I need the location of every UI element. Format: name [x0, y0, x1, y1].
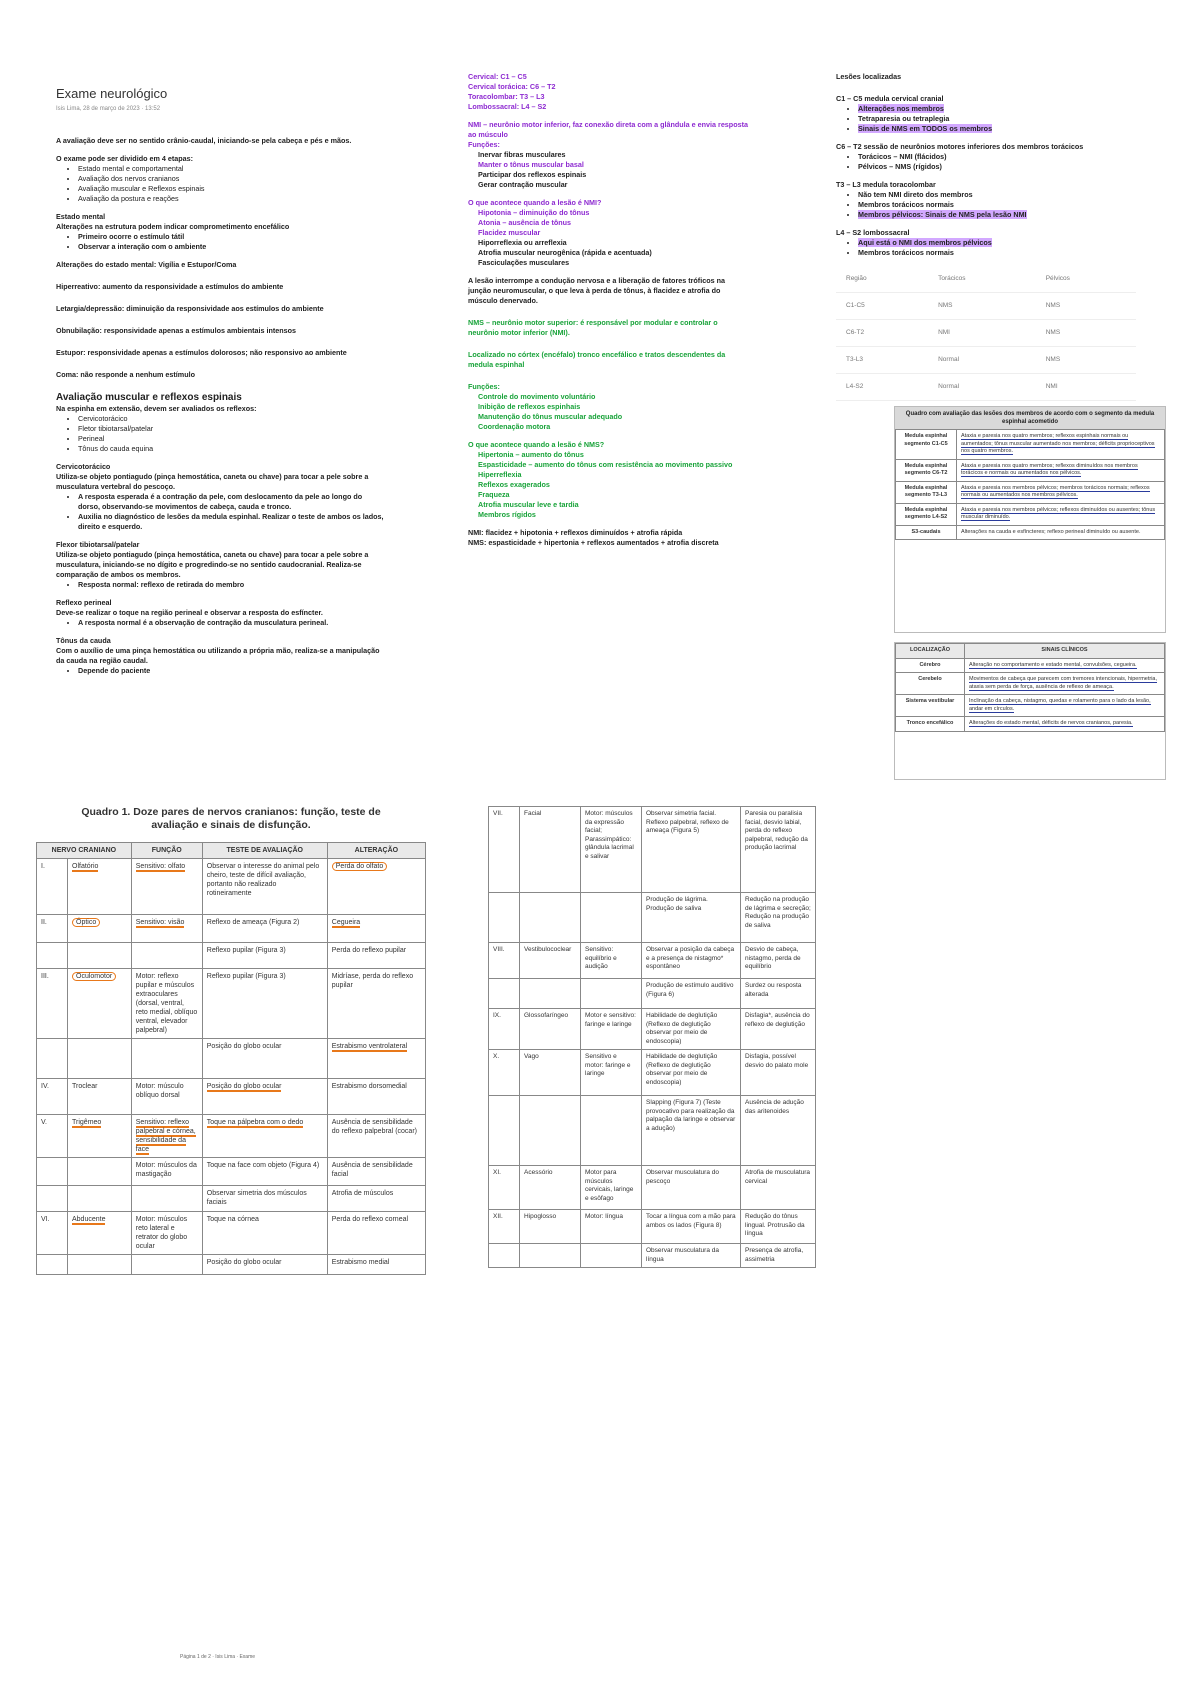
localization-image [894, 642, 1166, 780]
table-cell [581, 1244, 642, 1268]
list-item: • Estado mental e comportamental [78, 164, 386, 174]
table-cell: Cerebelo [896, 673, 965, 695]
table-cell: Motor: músculos da mastigação [131, 1158, 202, 1186]
table-row [489, 807, 816, 893]
list-item: • A resposta normal é a observação de contração da musculatura perineal. [78, 618, 386, 628]
table-row [37, 1212, 426, 1255]
list-item: • Tônus do cauda equina [78, 444, 386, 454]
summary-nms: NMS: espasticidade + hipertonia + reflexos aumentados + atrofia discreta [468, 538, 719, 547]
table-cell: Ausência de adução das aritenoides [741, 1096, 816, 1166]
reflex-list [56, 414, 386, 454]
table-cell: Habilidade de deglutição (Reflexo de deglutição observar por meio de endoscopia) [642, 1009, 741, 1050]
table-row [37, 969, 426, 1039]
table-cell [131, 1039, 202, 1079]
paragraph: Com o auxílio de uma pinça hemostática ou utilizando a própria mão, realiza-se a manipulação da cauda na região caudal. [56, 646, 380, 665]
list-item: Manter o tônus muscular basal [478, 160, 584, 169]
summary-nmi: NMI: flacidez + hipotonia + reflexos diminuídos + atrofia rápida [468, 528, 683, 537]
table-row [896, 673, 1165, 695]
list-item: • Pélvicos – NMS (rígidos) [858, 162, 1166, 172]
table-cell: XI. [489, 1166, 520, 1210]
table-cell: Sensitivo: equilíbrio e audição [581, 943, 642, 979]
table-cell [131, 943, 202, 969]
subheading: Cervicotorácico [56, 462, 111, 471]
table-cell: Slapping (Figura 7) (Teste provocativo para realização da palpação da laringe e observar a adução) [642, 1096, 741, 1166]
nmi-functions-heading: Funções: [468, 140, 500, 149]
cervical-list [56, 492, 386, 532]
segment-heading: T3 – L3 medula toracolombar [836, 180, 936, 189]
cranial-nerves-table [36, 842, 426, 1275]
list-item: Hiporreflexia ou arreflexia [478, 238, 567, 247]
table-cell: Sistema vestibular [896, 695, 965, 717]
list-item: Membros rígidos [478, 510, 536, 519]
table-cell: Observar musculatura do pescoço [642, 1166, 741, 1210]
table-cell: Tocar a língua com a mão para ambos os lados (Figura 8) [642, 1210, 741, 1244]
table-row [489, 1096, 816, 1166]
table-row [896, 658, 1165, 673]
table-row [836, 320, 1136, 347]
subheading: Tônus da cauda [56, 636, 111, 645]
list-item: • Membros torácicos normais [858, 200, 1166, 210]
table-cell: Glossofaríngeo [520, 1009, 581, 1050]
mental-line: Coma: não responde a nenhum estímulo [56, 370, 195, 379]
table-header-row [37, 843, 426, 859]
table-cell: NMS [1036, 347, 1136, 374]
table-cell: Paresia ou paralisia facial, desvio labial, perda do reflexo palpebral, redução da produção lacrimal [741, 807, 816, 893]
list-item: Atrofia muscular neurogênica (rápida e acentuada) [478, 248, 652, 257]
table-cell: I. [37, 859, 68, 915]
table-row [37, 1255, 426, 1275]
table-header: Torácicos [928, 266, 1036, 293]
mental-state-text: Alterações na estrutura podem indicar comprometimento encefálico [56, 222, 290, 231]
table-cell: Ataxia e paresia nos quatro membros; reflexos espinhais normais ou aumentados; tônus muscular aumentado nos membros; déficits proprioceptivos nos quatro membros. [957, 430, 1165, 460]
table-cell [489, 1096, 520, 1166]
table-cell: Posição do globo ocular [202, 1255, 327, 1275]
list-item: • Primeiro ocorre o estímulo tátil [78, 232, 386, 242]
table-cell: S3-caudais [896, 525, 957, 540]
list-item: • Tetraparesia ou tetraplegia [858, 114, 1166, 124]
table-cell: IX. [489, 1009, 520, 1050]
table-cell: Movimentos de cabeça que parecem com tremores intencionais, hipermetria, ataxia sem perda de força, ausência de reflexo de ameaça. [965, 673, 1165, 695]
table-cell: Motor: músculo oblíquo dorsal [131, 1079, 202, 1115]
table-row [896, 459, 1165, 481]
notes-column-3 [836, 72, 1166, 401]
table-cell: Vago [520, 1050, 581, 1096]
list-item: • Resposta normal: reflexo de retirada do membro [78, 580, 386, 590]
table-cell: Olfatório [68, 859, 132, 915]
table-cell: Alteração no comportamento e estado mental, convulsões, cegueira. [965, 658, 1165, 673]
table-header: Região [836, 266, 928, 293]
table-cell: Tronco encefálico [896, 717, 965, 732]
quadro-title: Quadro 1. Doze pares de nervos cranianos: função, teste de avaliação e sinais de disfunção. [81, 806, 381, 831]
table-row [489, 893, 816, 943]
nms-location: Localizado no córtex (encéfalo) tronco encefálico e tratos descendentes da medula espinhal [468, 350, 726, 369]
table-cell: Sensitivo: reflexo palpebral e córnea, sensibilidade da face [131, 1115, 202, 1158]
list-item: • Alterações nos membros [858, 104, 1166, 114]
table-cell: Redução do tônus lingual. Protrusão da língua [741, 1210, 816, 1244]
nmi-note: A lesão interrompe a condução nervosa e a liberação de fatores tróficos na junção neuromuscular, o que leva à perda de tônus, à flacidez e atrofia do músculo denervado. [468, 276, 725, 305]
table-cell: Observar o interesse do animal pelo cheiro, teste de difícil avaliação, portanto não realizado rotineiramente [202, 859, 327, 915]
list-item: • Aqui está o NMI dos membros pélvicos [858, 238, 1166, 248]
table-cell: Observar musculatura da língua [642, 1244, 741, 1268]
table-cell [520, 1244, 581, 1268]
table-cell [37, 1255, 68, 1275]
table-cell [37, 1186, 68, 1212]
table-cell: Reflexo de ameaça (Figura 2) [202, 915, 327, 943]
page-title: Exame neurológico [56, 86, 168, 101]
table-cell [68, 1255, 132, 1275]
table-cell: Observar simetria dos músculos faciais [202, 1186, 327, 1212]
list-item: • Depende do paciente [78, 666, 386, 676]
mental-line: Letargia/depressão: diminuição da responsividade aos estímulos do ambiente [56, 304, 324, 313]
table-cell: Presença de atrofia, assimetria [741, 1244, 816, 1268]
mental-line: Alterações do estado mental: Vigília e Estupor/Coma [56, 260, 237, 269]
table-cell: Midríase, perda do reflexo pupilar [327, 969, 425, 1039]
table-cell: Acessório [520, 1166, 581, 1210]
cranial-nerves-continuation-table [488, 806, 816, 1268]
table-cell [68, 1186, 132, 1212]
table-cell: T3-L3 [836, 347, 928, 374]
table-cell: Habilidade de deglutição (Reflexo de deglutição observar por meio de endoscopia) [642, 1050, 741, 1096]
segment-line: Cervical: C1 – C5 [468, 72, 527, 81]
list-item: • Perineal [78, 434, 386, 444]
perineal-list [56, 618, 386, 628]
cranial-nerves-continuation-image [488, 806, 816, 1346]
table-cell: Posição do globo ocular [202, 1079, 327, 1115]
table-cell: Alterações na cauda e esfíncteres; reflexo perineal diminuído ou ausente. [957, 525, 1165, 540]
page-meta: Isis Lima, 28 de março de 2023 · 13:52 [56, 106, 161, 112]
table-cell: Sensitivo: olfato [131, 859, 202, 915]
table-header: TESTE DE AVALIAÇÃO [202, 843, 327, 859]
table-cell [37, 943, 68, 969]
table-cell: Hipoglosso [520, 1210, 581, 1244]
table-cell: Estrabismo medial [327, 1255, 425, 1275]
table-cell: II. [37, 915, 68, 943]
section-intro: Na espinha em extensão, devem ser avaliados os reflexos: [56, 404, 257, 413]
table-row [896, 481, 1165, 503]
table-header-row [896, 644, 1165, 659]
list-item: • Membros pélvicos: Sinais de NMS pela lesão NMI [858, 210, 1166, 220]
lesion-level-table [836, 266, 1136, 401]
table-cell: Observar simetria facial. Reflexo palpebral, reflexo de ameaça (Figura 5) [642, 807, 741, 893]
table-row [37, 1186, 426, 1212]
list-item: Hipotonia – diminuição do tônus [478, 208, 590, 217]
table-header: Pélvicos [1036, 266, 1136, 293]
nms-definition: NMS – neurônio motor superior: é responsável por modular e controlar o neurônio motor inferior (NMI). [468, 318, 718, 337]
table-cell: Ataxia e paresia nos membros pélvicos; membros torácicos normais; reflexos normais ou aumentados nos membros pélvicos. [957, 481, 1165, 503]
table-cell: Desvio de cabeça, nistagmo, perda de equilíbrio [741, 943, 816, 979]
table-cell: Abducente [68, 1212, 132, 1255]
table-cell: Perda do reflexo pupilar [327, 943, 425, 969]
subheading: Flexor tibiotarsal/patelar [56, 540, 140, 549]
segment-line: Cervical torácica: C6 – T2 [468, 82, 556, 91]
table-cell: Atrofia de musculatura cervical [741, 1166, 816, 1210]
table-cell: Disfagia*, ausência do reflexo de deglutição [741, 1009, 816, 1050]
table-row [896, 430, 1165, 460]
list-item: • Observar a interação com o ambiente [78, 242, 386, 252]
table-row [489, 1009, 816, 1050]
table-cell: Trigêmeo [68, 1115, 132, 1158]
nms-functions-list [468, 392, 748, 432]
table-header: ALTERAÇÃO [327, 843, 425, 859]
table-row [37, 859, 426, 915]
table-row [489, 1210, 816, 1244]
notes-column-1 [56, 86, 386, 684]
table-row [489, 979, 816, 1009]
table-cell: Medula espinhal segmento C6-T2 [896, 459, 957, 481]
nms-question: O que acontece quando a lesão é NMS? [468, 440, 605, 449]
table-row [836, 293, 1136, 320]
table-row [896, 503, 1165, 525]
list-item: Hipertonia – aumento do tônus [478, 450, 584, 459]
table-cell: L4-S2 [836, 374, 928, 401]
table-cell: Produção de lágrima. Produção de saliva [642, 893, 741, 943]
mental-state-heading: Estado mental [56, 212, 106, 221]
nms-functions-heading: Funções: [468, 382, 500, 391]
list-item: Fraqueza [478, 490, 510, 499]
segment-list [836, 104, 1166, 134]
table-cell: Cérebro [896, 658, 965, 673]
table-cell [520, 979, 581, 1009]
table-cell: Toque na pálpebra com o dedo [202, 1115, 327, 1158]
segment-list [836, 238, 1166, 258]
table-cell: Sensitivo e motor: faringe e laringe [581, 1050, 642, 1096]
intro-text: A avaliação deve ser no sentido crânio-caudal, iniciando-se pela cabeça e pés e mãos. [56, 136, 352, 145]
table-cell: Surdez ou resposta alterada [741, 979, 816, 1009]
list-item: Espasticidade – aumento do tônus com resistência ao movimento passivo [478, 460, 733, 469]
list-item: Fasciculações musculares [478, 258, 570, 267]
mental-line: Hiperreativo: aumento da responsividade a estímulos do ambiente [56, 282, 284, 291]
table-cell: C1-C5 [836, 293, 928, 320]
table-cell: Posição do globo ocular [202, 1039, 327, 1079]
segment-list [836, 190, 1166, 220]
table-cell: Disfagia, possível desvio do palato mole [741, 1050, 816, 1096]
table-cell [520, 1096, 581, 1166]
table-row [37, 943, 426, 969]
table-row [836, 347, 1136, 374]
table-cell: NMI [928, 320, 1036, 347]
tonus-list [56, 666, 386, 676]
table-cell: Observar a posição da cabeça e a presença de nistagmo* espontâneo [642, 943, 741, 979]
table-cell: V. [37, 1115, 68, 1158]
table-header-row [836, 266, 1136, 293]
table-cell: Redução na produção de lágrima e secreção; Redução na produção de saliva [741, 893, 816, 943]
list-item: • Avaliação da postura e reações [78, 194, 386, 204]
nmi-question: O que acontece quando a lesão é NMI? [468, 198, 602, 207]
table-cell: Motor: músculos da expressão facial; Parassimpático: glândula lacrimal e salivar [581, 807, 642, 893]
exam-steps-heading: O exame pode ser dividido em 4 etapas: [56, 154, 194, 163]
table-cell: Toque na face com objeto (Figura 4) [202, 1158, 327, 1186]
table-cell: IV. [37, 1079, 68, 1115]
list-item: Inervar fibras musculares [478, 150, 566, 159]
list-item: Coordenação motora [478, 422, 551, 431]
table-cell: NMI [1036, 374, 1136, 401]
paragraph: Utiliza-se objeto pontiagudo (pinça hemostática, caneta ou chave) para tocar a pele sobre a musculatura, iniciando-se no dígito e progredindo-se no sentido caudocranial. Realiza-se comparação de ambos os membros. [56, 550, 369, 579]
table-cell: Facial [520, 807, 581, 893]
table-cell: NMS [1036, 293, 1136, 320]
segment-heading: C1 – C5 medula cervical cranial [836, 94, 944, 103]
table-cell: III. [37, 969, 68, 1039]
table-cell: Normal [928, 347, 1036, 374]
table-cell: Reflexo pupilar (Figura 3) [202, 969, 327, 1039]
mental-line: Obnubilação: responsividade apenas a estímulos ambientais intensos [56, 326, 297, 335]
table-cell [131, 1186, 202, 1212]
table-cell [68, 1039, 132, 1079]
segment-heading: C6 – T2 sessão de neurônios motores inferiores dos membros torácicos [836, 142, 1084, 151]
table-cell: Ausência de sensibilidade facial [327, 1158, 425, 1186]
list-item: • A resposta esperada é a contração da pele, com deslocamento da pele ao longo do dorso, observando-se movimentos de cabeça, cauda e tronco. [78, 492, 386, 512]
list-item: Manutenção do tônus muscular adequado [478, 412, 623, 421]
table-header: NERVO CRANIANO [37, 843, 132, 859]
notes-column-2 [468, 72, 748, 548]
table-cell: Perda do olfato [327, 859, 425, 915]
table-row [37, 1079, 426, 1115]
table-row [37, 1115, 426, 1158]
table-row [836, 374, 1136, 401]
subheading: Reflexo perineal [56, 598, 112, 607]
table-cell [37, 1158, 68, 1186]
list-item: • Cervicotorácico [78, 414, 386, 424]
table-cell: C6-T2 [836, 320, 928, 347]
table-cell: VII. [489, 807, 520, 893]
list-item: Atrofia muscular leve e tardia [478, 500, 579, 509]
table-header: FUNÇÃO [131, 843, 202, 859]
list-item: • Não tem NMI direto dos membros [858, 190, 1166, 200]
table-header: SINAIS CLÍNICOS [965, 644, 1165, 659]
mental-line: Estupor: responsividade apenas a estímulos dolorosos; não responsivo ao ambiente [56, 348, 347, 357]
paragraph: Utiliza-se objeto pontiagudo (pinça hemostática, caneta ou chave) para tocar a pele sobre a musculatura vertebral do pescoço. [56, 472, 369, 491]
segment-signs-table [895, 429, 1165, 540]
table-cell: Estrabismo dorsomedial [327, 1079, 425, 1115]
table-cell: VI. [37, 1212, 68, 1255]
list-item: Flacidez muscular [478, 228, 541, 237]
table-cell [520, 893, 581, 943]
exam-steps-list [56, 164, 386, 204]
table-cell: Motor e sensitivo: faringe e laringe [581, 1009, 642, 1050]
segment-heading: L4 – S2 lombossacral [836, 228, 910, 237]
list-item: • Membros torácicos normais [858, 248, 1166, 258]
flexor-list [56, 580, 386, 590]
table-row [489, 1050, 816, 1096]
lesions-heading: Lesões localizadas [836, 72, 902, 81]
table-row [489, 1244, 816, 1268]
table-cell [581, 893, 642, 943]
table-cell: Ausência de sensibilidade do reflexo palpebral (cocar) [327, 1115, 425, 1158]
list-item: Controle do movimento voluntário [478, 392, 596, 401]
localization-table [895, 643, 1165, 732]
table-cell: Óptico [68, 915, 132, 943]
table-cell: Ataxia e paresia nos quatro membros; reflexos diminuídos nos membros torácicos e normais ou aumentados nos pélvicos. [957, 459, 1165, 481]
table-cell: Medula espinhal segmento C1-C5 [896, 430, 957, 460]
segment-signs-image [894, 406, 1166, 633]
list-item: • Torácicos – NMI (flácidos) [858, 152, 1166, 162]
mental-state-list [56, 232, 386, 252]
table-cell: Motor: língua [581, 1210, 642, 1244]
table-cell: Ataxia e paresia nos membros pélvicos; reflexos diminuídos ou ausentes; tônus muscular diminuído. [957, 503, 1165, 525]
table-cell: Vestibulococlear [520, 943, 581, 979]
paragraph: Deve-se realizar o toque na região perineal e observar a resposta do esfíncter. [56, 608, 323, 617]
table-cell: NMS [928, 293, 1036, 320]
list-item: • Auxilia no diagnóstico de lesões da medula espinhal. Realizar o teste de ambos os lados, direito e esquerdo. [78, 512, 386, 532]
segment-list [836, 152, 1166, 172]
table-cell: Produção de estímulo auditivo (Figura 6) [642, 979, 741, 1009]
table-row [896, 717, 1165, 732]
table-cell: Atrofia de músculos [327, 1186, 425, 1212]
list-item: Participar dos reflexos espinais [478, 170, 587, 179]
nmi-definition: NMI – neurônio motor inferior, faz conexão direta com a glândula e envia resposta ao músculo [468, 120, 748, 139]
list-item: Gerar contração muscular [478, 180, 568, 189]
table-cell [489, 979, 520, 1009]
table-cell: Toque na córnea [202, 1212, 327, 1255]
table-cell: Perda do reflexo corneal [327, 1212, 425, 1255]
table-cell: Oculomotor [68, 969, 132, 1039]
list-item: Inibição de reflexos espinhais [478, 402, 581, 411]
nmi-answers-list [468, 208, 748, 268]
nms-answers-list [468, 450, 748, 520]
table-cell: Motor para músculos cervicais, laringe e esôfago [581, 1166, 642, 1210]
table-cell [68, 1158, 132, 1186]
table-row [37, 1158, 426, 1186]
table-cell: Medula espinhal segmento L4-S2 [896, 503, 957, 525]
table-row [489, 943, 816, 979]
nmi-functions-list [468, 150, 748, 190]
cranial-nerves-table-image [36, 806, 426, 1384]
table-cell [489, 1244, 520, 1268]
table-header: LOCALIZAÇÃO [896, 644, 965, 659]
page-footer: Página 1 de 2 · Isis Lima · Exame [180, 1654, 256, 1660]
table-cell: XII. [489, 1210, 520, 1244]
list-item: • Fletor tibiotarsal/patelar [78, 424, 386, 434]
segment-line: Toracolombar: T3 – L3 [468, 92, 545, 101]
table-cell: Sensitivo: visão [131, 915, 202, 943]
segment-line: Lombossacral: L4 – S2 [468, 102, 547, 111]
section-heading: Avaliação muscular e reflexos espinais [56, 392, 242, 403]
table-row [896, 525, 1165, 540]
list-item: Hiperreflexia [478, 470, 522, 479]
table-row [37, 1039, 426, 1079]
table-cell [68, 943, 132, 969]
table-cell: X. [489, 1050, 520, 1096]
table-cell: VIII. [489, 943, 520, 979]
list-item: Reflexos exagerados [478, 480, 550, 489]
table-cell [37, 1039, 68, 1079]
table-cell: Reflexo pupilar (Figura 3) [202, 943, 327, 969]
table-cell [131, 1255, 202, 1275]
table-cell: Estrabismo ventrolateral [327, 1039, 425, 1079]
table-cell [581, 1096, 642, 1166]
table-cell: Cegueira [327, 915, 425, 943]
table-cell: Medula espinhal segmento T3-L3 [896, 481, 957, 503]
table-cell [489, 893, 520, 943]
table-cell: Motor: reflexo pupilar e músculos extraoculares (dorsal, ventral, reto medial, oblíquo ventral, elevador palpebral) [131, 969, 202, 1039]
list-item: • Sinais de NMS em TODOS os membros [858, 124, 1166, 134]
table-cell [581, 979, 642, 1009]
image-caption: Quadro com avaliação das lesões dos membros de acordo com o segmento da medula espinhal acometido [895, 407, 1165, 429]
table-cell: Motor: músculos reto lateral e retrator do globo ocular [131, 1212, 202, 1255]
table-row [37, 915, 426, 943]
list-item: • Avaliação dos nervos cranianos [78, 174, 386, 184]
list-item: Atonia – ausência de tônus [478, 218, 572, 227]
table-cell: NMS [1036, 320, 1136, 347]
table-row [896, 695, 1165, 717]
table-cell: Normal [928, 374, 1036, 401]
table-row [489, 1166, 816, 1210]
table-cell: Troclear [68, 1079, 132, 1115]
table-cell: Inclinação da cabeça, nistagmo, quedas e rolamento para o lado da lesão, andar em círculos. [965, 695, 1165, 717]
list-item: • Avaliação muscular e Reflexos espinais [78, 184, 386, 194]
table-cell: Alterações do estado mental, déficits de nervos cranianos, paresia. [965, 717, 1165, 732]
